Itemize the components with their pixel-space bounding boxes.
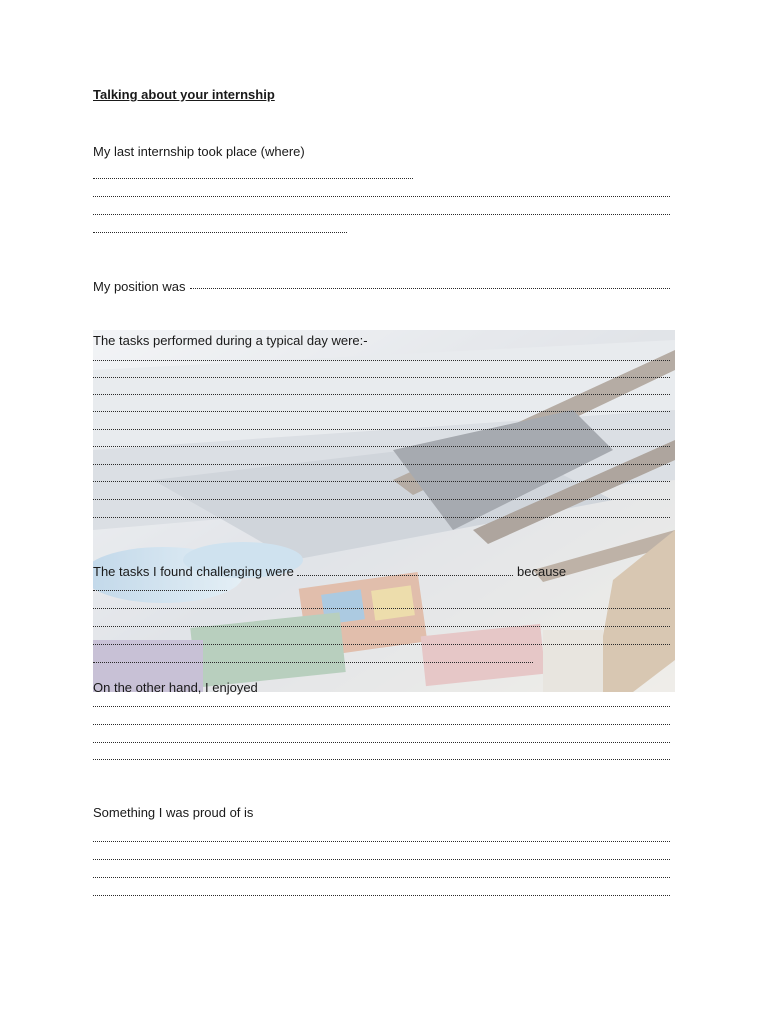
answer-line[interactable]: [93, 626, 670, 627]
question-proud: Something I was proud of is: [93, 805, 254, 820]
worksheet-title: Talking about your internship: [93, 87, 275, 102]
answer-line[interactable]: [93, 590, 227, 591]
answer-line[interactable]: [93, 895, 670, 896]
answer-line[interactable]: [93, 464, 670, 465]
answer-line[interactable]: [93, 517, 670, 518]
question-enjoyed: On the other hand, I enjoyed: [93, 680, 258, 695]
answer-line[interactable]: [93, 644, 670, 645]
answer-line[interactable]: [93, 232, 347, 233]
answer-line[interactable]: [93, 499, 670, 500]
answer-line[interactable]: [93, 360, 670, 361]
answer-line[interactable]: [93, 724, 670, 725]
question-challenging: The tasks I found challenging were: [93, 564, 294, 579]
answer-line[interactable]: [93, 706, 670, 707]
answer-line[interactable]: [93, 608, 670, 609]
answer-line[interactable]: [93, 178, 413, 179]
answer-line[interactable]: [93, 742, 670, 743]
answer-line[interactable]: [93, 394, 670, 395]
answer-line[interactable]: [297, 575, 513, 576]
answer-line[interactable]: [190, 288, 670, 289]
answer-line[interactable]: [93, 759, 670, 760]
answer-line[interactable]: [93, 481, 670, 482]
answer-line[interactable]: [93, 446, 670, 447]
answer-line[interactable]: [93, 429, 670, 430]
answer-line[interactable]: [93, 214, 670, 215]
question-where: My last internship took place (where): [93, 144, 305, 159]
answer-line[interactable]: [93, 877, 670, 878]
answer-line[interactable]: [93, 377, 670, 378]
answer-line[interactable]: [93, 841, 670, 842]
question-because: because: [517, 564, 567, 579]
answer-line[interactable]: [93, 411, 670, 412]
answer-line[interactable]: [93, 859, 670, 860]
question-tasks: The tasks performed during a typical day were:-: [93, 333, 368, 348]
answer-line[interactable]: [93, 662, 533, 663]
art-supplies-photo: [93, 330, 675, 692]
answer-line[interactable]: [93, 196, 670, 197]
question-position: My position was: [93, 279, 186, 294]
